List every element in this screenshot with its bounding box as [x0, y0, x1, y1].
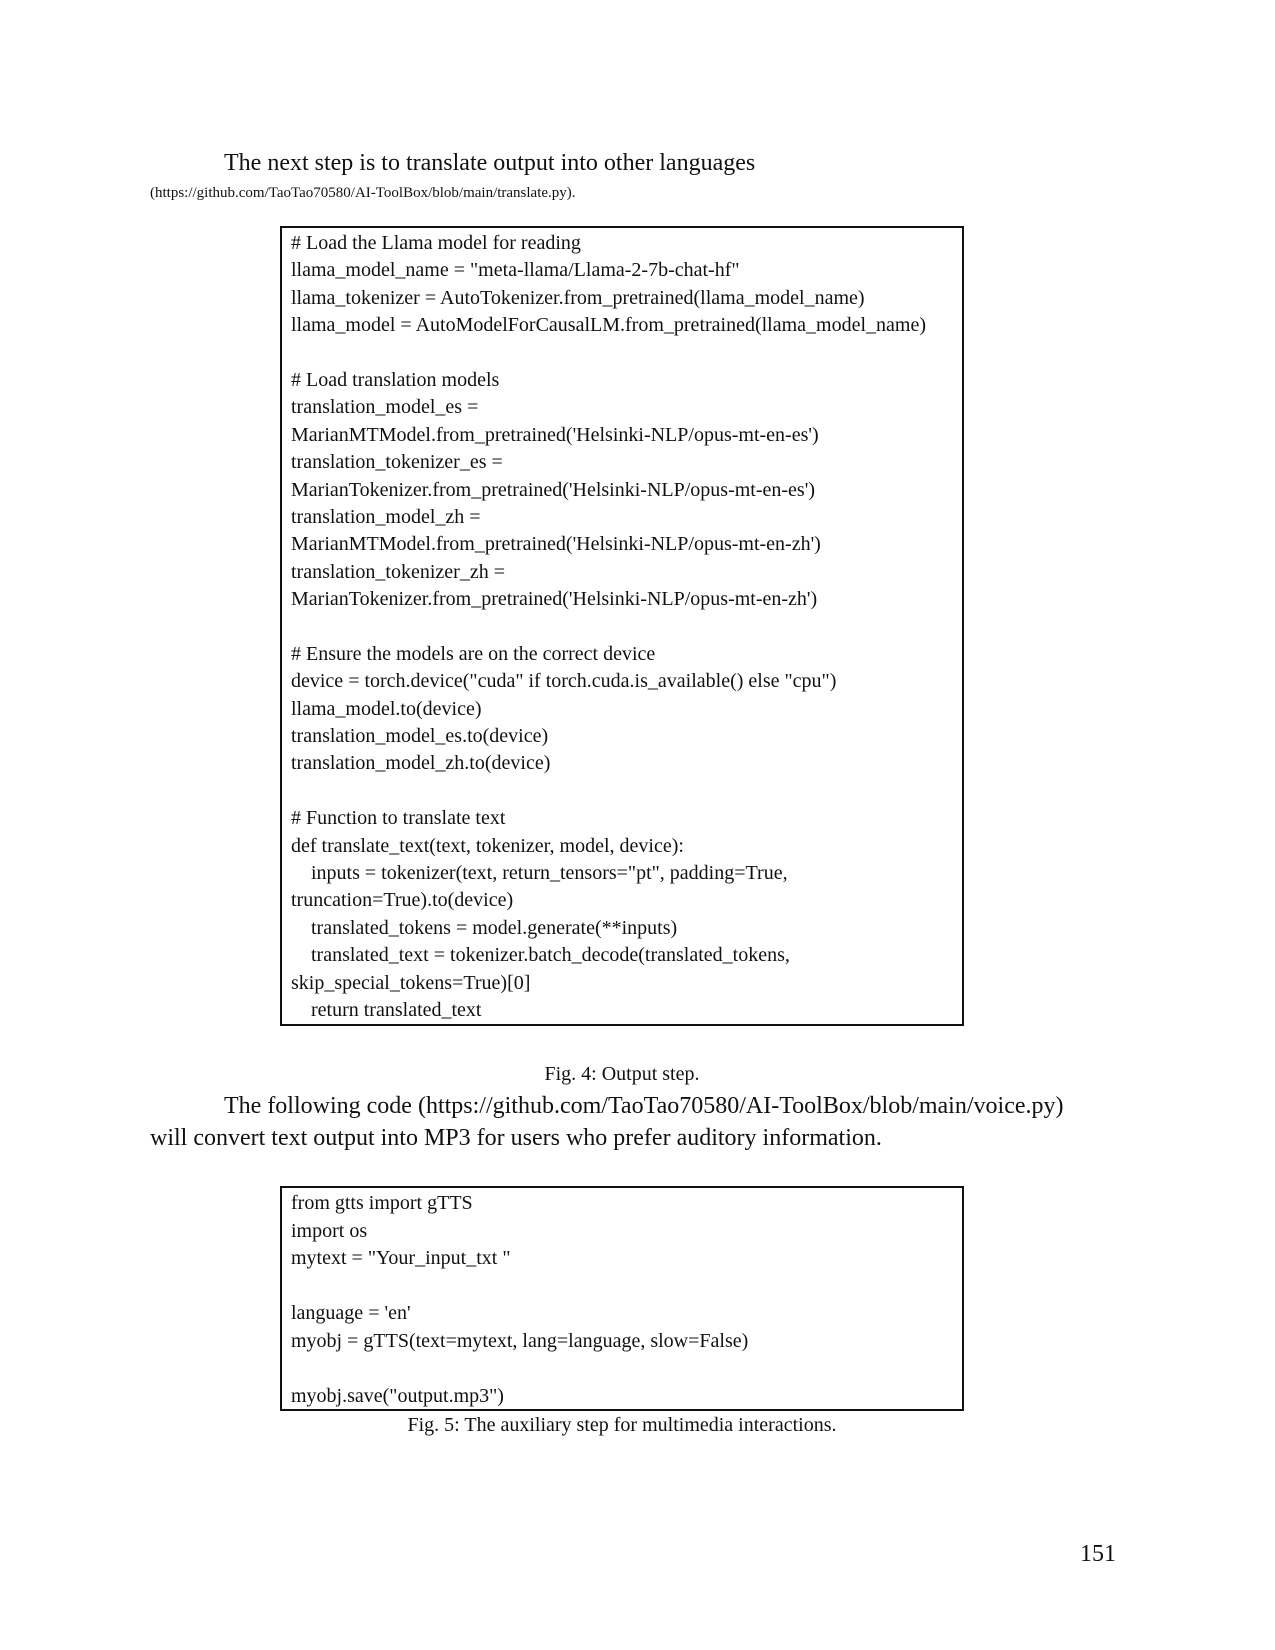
code-line: llama_model.to(device) — [291, 697, 482, 720]
code-line: skip_special_tokens=True)[0] — [291, 971, 531, 994]
code-line: translated_tokens = model.generate(**inputs) — [291, 916, 678, 939]
code-line: MarianMTModel.from_pretrained('Helsinki-NLP/opus-mt-en-zh') — [291, 533, 821, 556]
code-line: translation_model_es.to(device) — [291, 725, 549, 748]
paragraph-voice-line-2: will convert text output into MP3 for users who prefer auditory information. — [150, 1125, 882, 1151]
code-line — [291, 1355, 962, 1383]
code-line — [291, 613, 962, 640]
paragraph-voice — [150, 1090, 1130, 1154]
code-block-voice — [280, 1186, 964, 1411]
code-line: MarianTokenizer.from_pretrained('Helsinki-NLP/opus-mt-en-es') — [291, 478, 815, 501]
code-line: translated_text = tokenizer.batch_decode(translated_tokens, — [291, 944, 790, 967]
code-block-translate — [280, 226, 964, 1026]
code-line — [291, 340, 962, 367]
code-line: MarianTokenizer.from_pretrained('Helsinki-NLP/opus-mt-en-zh') — [291, 588, 818, 611]
code-line: translation_tokenizer_zh = — [291, 560, 505, 583]
code-line: llama_model = AutoModelForCausalLM.from_pretrained(llama_model_name) — [291, 314, 927, 337]
code-line: myobj.save("output.mp3") — [291, 1384, 504, 1407]
page-number: 151 — [1080, 1541, 1116, 1567]
code-line — [291, 778, 962, 805]
code-line: import os — [291, 1219, 368, 1242]
figure-4-caption: Fig. 4: Output step. — [544, 1063, 700, 1085]
code-line: def translate_text(text, tokenizer, model, device): — [291, 834, 684, 857]
intro-sentence: The next step is to translate output into other languages — [224, 150, 756, 176]
code-line: translation_model_zh.to(device) — [291, 752, 551, 775]
code-line: inputs = tokenizer(text, return_tensors="pt", padding=True, — [291, 861, 788, 884]
code-line: from gtts import gTTS — [291, 1192, 473, 1214]
code-line: return translated_text — [291, 998, 482, 1021]
paragraph-voice-line-1: The following code (https://github.com/TaoTao70580/AI-ToolBox/blob/main/voice.py) — [224, 1093, 1064, 1119]
code-line: language = 'en' — [291, 1302, 411, 1324]
code-line: translation_model_zh = — [291, 505, 481, 528]
code-line: # Function to translate text — [291, 807, 506, 830]
code-line: llama_tokenizer = AutoTokenizer.from_pretrained(llama_model_name) — [291, 286, 865, 309]
code-line: # Ensure the models are on the correct device — [291, 642, 656, 665]
code-line: MarianMTModel.from_pretrained('Helsinki-NLP/opus-mt-en-es') — [291, 423, 819, 446]
code-line: translation_model_es = — [291, 396, 479, 419]
code-line: # Load translation models — [291, 368, 500, 391]
code-line: truncation=True).to(device) — [291, 889, 514, 912]
code-line: translation_tokenizer_es = — [291, 451, 503, 474]
code-line — [291, 1273, 962, 1301]
code-line: # Load the Llama model for reading — [291, 232, 581, 254]
code-line: myobj = gTTS(text=mytext, lang=language, slow=False) — [291, 1329, 749, 1352]
figure-5-caption: Fig. 5: The auxiliary step for multimedia interactions. — [407, 1414, 837, 1436]
code-line: llama_model_name = "meta-llama/Llama-2-7b-chat-hf" — [291, 259, 740, 282]
code-line: mytext = "Your_input_txt " — [291, 1247, 511, 1269]
code-line: device = torch.device("cuda" if torch.cuda.is_available() else "cpu") — [291, 670, 837, 693]
intro-url: (https://github.com/TaoTao70580/AI-ToolBox/blob/main/translate.py). — [150, 185, 576, 201]
